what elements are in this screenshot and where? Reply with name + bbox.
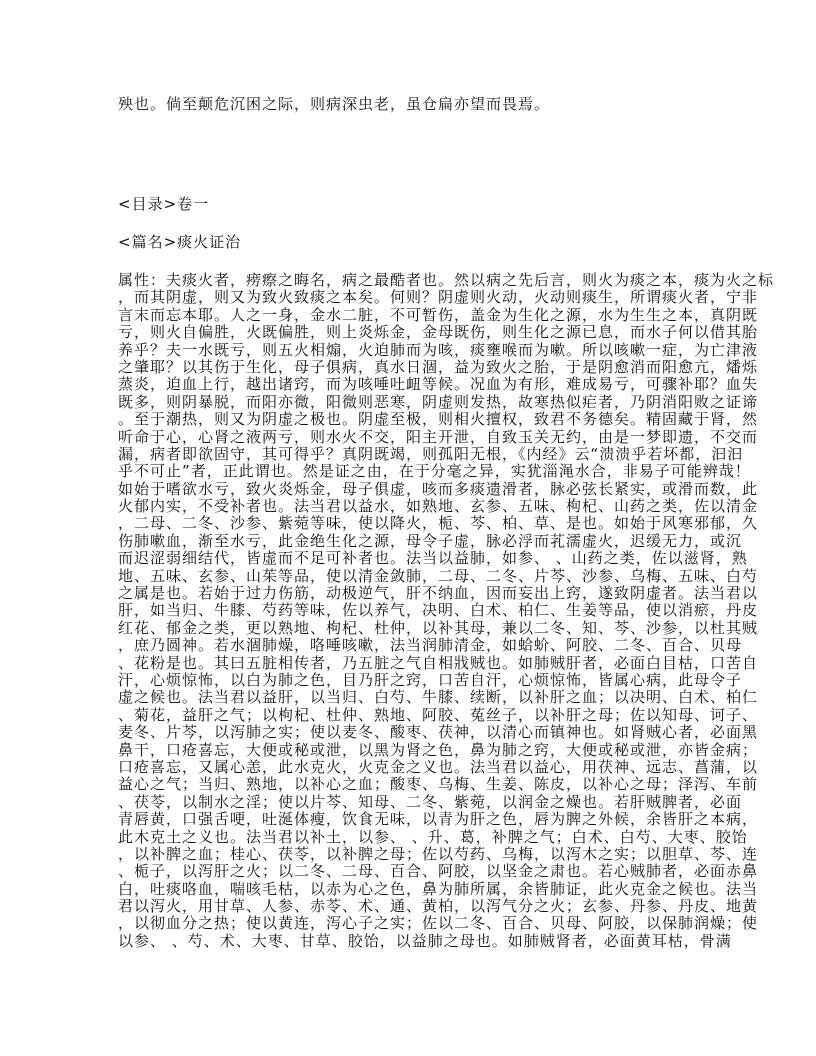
body-line: 红花、郁金之类，更以熟地、枸杞、杜仲，以补其母，兼以二冬、知、芩、沙参，以杜其贼	[118, 618, 759, 637]
intro-line: 殃也。倘至颠危沉困之际，则病深虫老，虽仓扁亦望而畏焉。	[118, 95, 551, 113]
body-line: 。至于潮热，则又为阴虚之极也。阴虚至极，则相火擅权，致君不务德矣。精固藏于肾，然	[118, 410, 759, 429]
body-line: 、栀子，以泻肝之火；以二冬、二母、百合、阿胶，以坚金之肃也。若心贼肺者，必面赤鼻	[118, 862, 759, 881]
body-line: 漏，病者即欲固守，其可得乎？真阴既竭，则孤阳无根，《内经》云“溃溃乎若坏都，汩汩	[118, 444, 744, 463]
body-line: 养乎？夫一水既亏，则五火相煽，火迫肺而为咳，痰壅喉而为嗽。所以咳嗽一症，为亡津液	[118, 340, 759, 359]
body-line: 白，吐痰咯血，喘咳毛枯，以赤为心之色，鼻为肺所属，余皆肺证，此火克金之候也。法当	[118, 879, 759, 898]
body-line: 既多，则阴暴脱，而阳亦微，阳微则恶寒，阴虚则发热，故寒热似疟者，乃阴消阳败之证谛	[118, 392, 759, 411]
body-line: 君以泻火，用甘草、人参、赤苓、术、通、黄柏，以泻气分之火；玄参、丹参、丹皮、地黄	[118, 897, 759, 916]
body-line: 而迟涩弱细结代，皆虚而不足可补者也。法当以益肺，如参、 、山药之类，佐以滋肾，熟	[118, 549, 748, 568]
body-line: 亏，则火自偏胜，火既偏胜，则上炎烁金，金母既伤，则生化之源已息，而水子何以借其胎	[118, 323, 759, 342]
body-line: 言末而忘本耶。人之一身，金水二脏，不可暂伤，盖金为生化之源，水为生生之本，真阴既	[118, 305, 759, 324]
body-line: ，以彻血分之热；使以黄连，泻心子之实；佐以二冬、百合、贝母、阿胶，以保肺润燥；使	[118, 914, 759, 933]
body-line: 伤肺嗽血，渐至水亏，此金绝生化之源，母令子虚，脉必浮而芤濡虚火，迟缓无力，或沉	[118, 531, 743, 550]
body-line: 汗，心烦惊怖，以白为肺之色，目乃肝之窍，口苦自汗，心烦惊怖，皆属心病，此母令子	[118, 670, 743, 689]
body-line: ，二母、二冬、沙参、紫菀等味，使以降火，栀、芩、柏、草、是也。如始于风寒邪郁，久	[118, 514, 759, 533]
catalog-heading: <目录>卷一	[118, 195, 210, 213]
body-line: 属性：夫痰火者，痨瘵之晦名，病之最酷者也。然以病之先后言，则火为痰之本，痰为火之标	[118, 271, 775, 289]
body-line: 虚之候也。法当君以益肝，以当归、白芍、牛膝、续断，以补肝之血；以决明、白术、柏仁	[118, 688, 759, 707]
body-line: 口疮喜忘，又属心恙，此水克火，火克金之义也。法当君以益心，用茯神、远志、菖蒲，以	[118, 757, 759, 776]
body-line: 火郁内实，不受补者也。法当君以益水，如熟地、玄参、五味、枸杞、山药之类，佐以清金	[118, 497, 759, 516]
body-line: 以参、 、芍、术、大枣、甘草、胶饴，以益肺之母也。如肺贼肾者，必面黄耳枯，骨满	[118, 931, 732, 950]
body-line: 乎不可止”者，正此谓也。然是证之由，在于分毫之异，实犹淄渑水合，非易子可能辨哉！	[118, 462, 751, 481]
body-line: 肝，如当归、牛膝、芍药等味，佐以养气，决明、白术、柏仁、生姜等品，使以消瘀，丹皮	[118, 601, 759, 620]
body-line: 、茯苓，以制水之淫；使以片芩、知母、二冬、紫菀，以润金之燥也。若肝贼脾者，必面	[118, 792, 743, 811]
body-line: 、菊花，益肝之气；以枸杞、杜仲、熟地、阿胶、菟丝子，以补肝之母；佐以知母、诃子、	[118, 705, 759, 724]
body-line: 青唇黄，口强舌哽，吐涎体瘦，饮食无味，以青为肝之色，唇为脾之外候，余皆肝之本病，	[118, 810, 759, 829]
body-line: 地、五味、玄参、山茱等品，使以清金敛肺，二母、二冬、片芩、沙参、乌梅、五味、白芍	[118, 566, 759, 585]
body-line: 益心之气；当归、熟地，以补心之血；酸枣、乌梅、生姜、陈皮，以补心之母；泽泻、车前	[118, 775, 759, 794]
body-line: 、花粉是也。其曰五脏相传者，乃五脏之气自相戕贼也。如肺贼肝者，必面白目枯，口苦自	[118, 653, 759, 672]
chapter-title: <篇名>痰火证治	[118, 233, 242, 251]
body-line: 之属是也。若始于过力伤筋，动极逆气，肝不纳血，因而妄出上窍，遂致阴虚者。法当君以	[118, 584, 759, 603]
body-line: ，庶乃圆神。若水涸肺燥，咯唾咳嗽，法当润肺清金，如蛤蚧、阿胶、二冬、百合、贝母	[118, 636, 743, 655]
body-line: 鼻干，口疮喜忘，大便或秘或泄，以黑为肾之色，鼻为肺之窍，大便或秘或泄，亦皆金病；	[118, 740, 759, 759]
body-line: 此木克土之义也。法当君以补土，以参、 、升、葛，补脾之气；白术、白芍、大枣、胶饴	[118, 827, 748, 846]
body-line: 听命于心，心肾之液两亏，则水火不交，阳主开泄，自致玉关无约，由是一梦即遗，不交而	[118, 427, 759, 446]
body-line: 蒸炎，迫血上行，越出诸窍，而为咳唾吐衄等候。况血为有形，难成易亏，可骤补耶？血失	[118, 375, 759, 394]
body-line: 如始于嗜欲水亏，致火炎烁金，母子俱虚，咳而多痰遗滑者，脉必弦长紧实，或滑而数，此	[118, 479, 759, 498]
body-line: 之肇耶？以其伤于生化，母子俱病，真水日涸，益为致火之胎，于是阴愈消而阳愈亢，燔烁	[118, 357, 759, 376]
body-text	[0, 272, 774, 950]
body-line: 麦冬、片芩，以泻肺之实；使以麦冬、酸枣、茯神，以清心而镇神也。如肾贼心者，必面黑	[118, 723, 759, 742]
body-line: ，以补脾之血；桂心、茯苓，以补脾之母；佐以芍药、乌梅，以泻木之实；以胆草、芩、连	[118, 844, 759, 863]
body-line: ，而其阴虚，则又为致火致痰之本矣。何则？阴虚则火动，火动则痰生，所谓痰火者，宁非	[118, 288, 759, 307]
